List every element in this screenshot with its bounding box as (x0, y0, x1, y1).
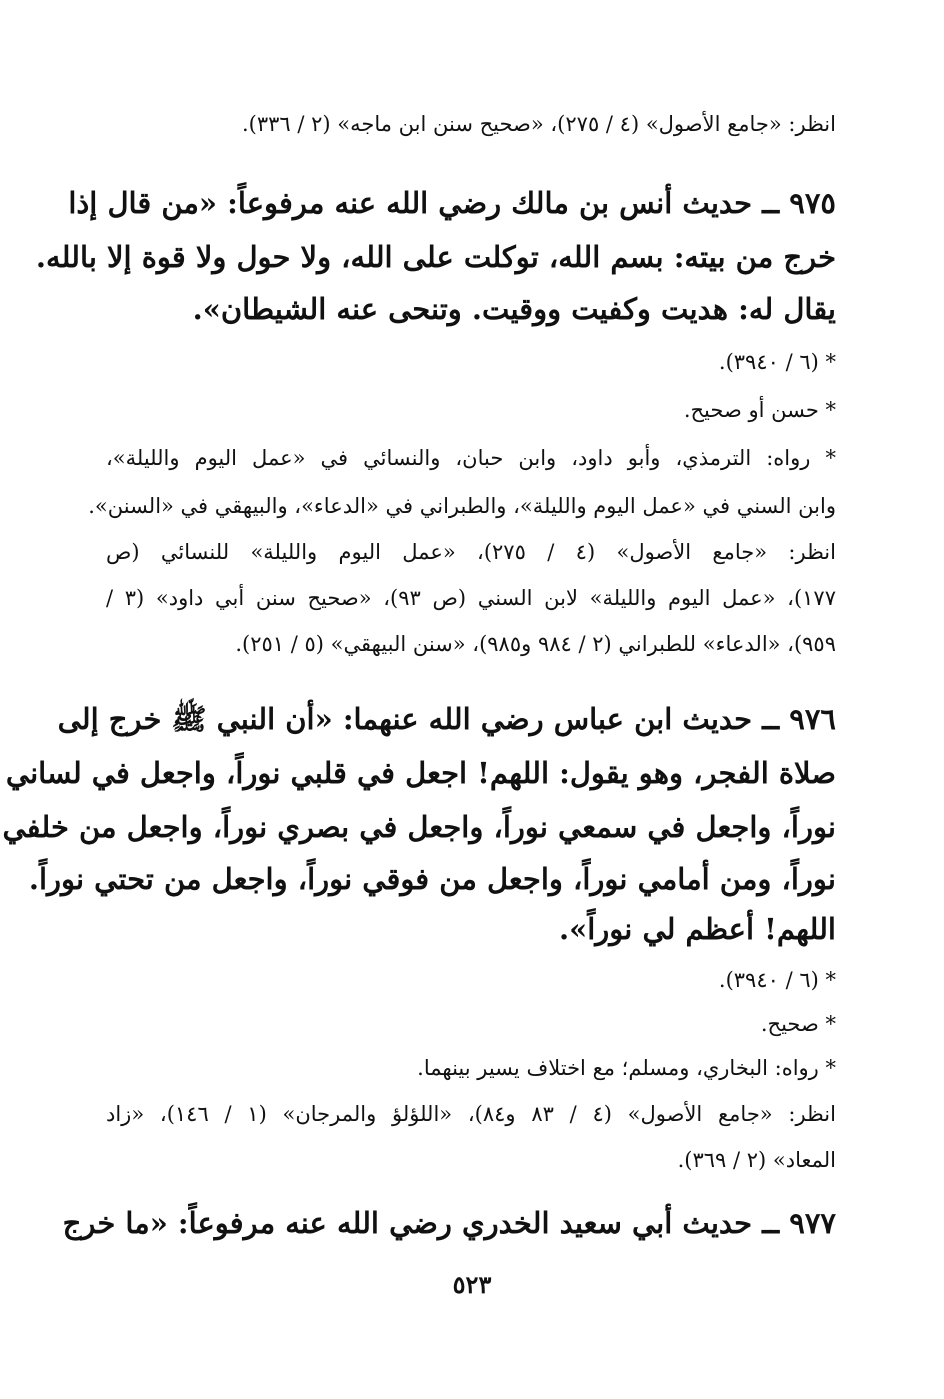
sources-line-3: ٩٥٩)، «الدعاء» للطبراني (٢ / ٩٨٤ و٩٨٥)، «سنن البيهقي» (٥ / ٢٥١). (235, 632, 836, 656)
page-number: ٥٢٣ (452, 1270, 492, 1299)
sources-line-2: المعاد» (٢ / ٣٦٩). (677, 1148, 836, 1172)
hadith-976-line-2: صلاة الفجر، وهو يقول: اللهم! اجعل في قلبي نوراً، واجعل في لساني (5, 756, 836, 790)
grading: * صحيح. (760, 1012, 836, 1036)
narrators-line: * رواه: البخاري، ومسلم؛ مع اختلاف يسير بينهما. (417, 1056, 836, 1080)
sources-line-1: انظر: «جامع الأصول» (٤ / ٢٧٥)، «عمل اليوم والليلة» للنسائي (ص (106, 540, 836, 564)
volume-reference: * (٦ / ٣٩٤٠). (718, 968, 836, 992)
sources-line-2: ١٧٧)، «عمل اليوم والليلة» لابن السني (ص ٩٣)، «صحيح سنن أبي داود» (٣ / (106, 586, 836, 610)
hadith-975-line-1: ٩٧٥ ــ حديث أنس بن مالك رضي الله عنه مرفوعاً: «من قال إذا (68, 186, 836, 220)
grading: * حسن أو صحيح. (683, 398, 836, 422)
narrators-line-1: * رواه: الترمذي، وأبو داود، وابن حبان، والنسائي في «عمل اليوم والليلة»، (106, 446, 836, 470)
hadith-976-line-3: نوراً، واجعل في سمعي نوراً، واجعل في بصري نوراً، واجعل من خلفي (2, 810, 836, 844)
hadith-976-line-4: نوراً، ومن أمامي نوراً، واجعل من فوقي نوراً، واجعل من تحتي نوراً. (28, 862, 836, 896)
hadith-975-line-3: يقال له: هديت وكفيت ووقيت. وتنحى عنه الشيطان». (192, 292, 836, 326)
hadith-976-line-5: اللهم! أعظم لي نوراً». (559, 912, 836, 946)
narrators-line-2: وابن السني في «عمل اليوم والليلة»، والطبراني في «الدعاء»، والبيهقي في «السنن». (88, 494, 836, 518)
hadith-977-line-1: ٩٧٧ ــ حديث أبي سعيد الخدري رضي الله عنه مرفوعاً: «ما خرج (62, 1206, 836, 1240)
sources-line-1: انظر: «جامع الأصول» (٤ / ٨٣ و٨٤)، «اللؤلؤ والمرجان» (١ / ١٤٦)، «زاد (106, 1102, 836, 1126)
hadith-975-line-2: خرج من بيته: بسم الله، توكلت على الله، ولا حول ولا قوة إلا بالله. (35, 240, 836, 274)
hadith-976-line-1: ٩٧٦ ــ حديث ابن عباس رضي الله عنهما: «أن النبي ﷺ خرج إلى (57, 702, 836, 736)
volume-reference: * (٦ / ٣٩٤٠). (718, 350, 836, 374)
reference-line: انظر: «جامع الأصول» (٤ / ٢٧٥)، «صحيح سنن ابن ماجه» (٢ / ٣٣٦). (241, 112, 836, 136)
